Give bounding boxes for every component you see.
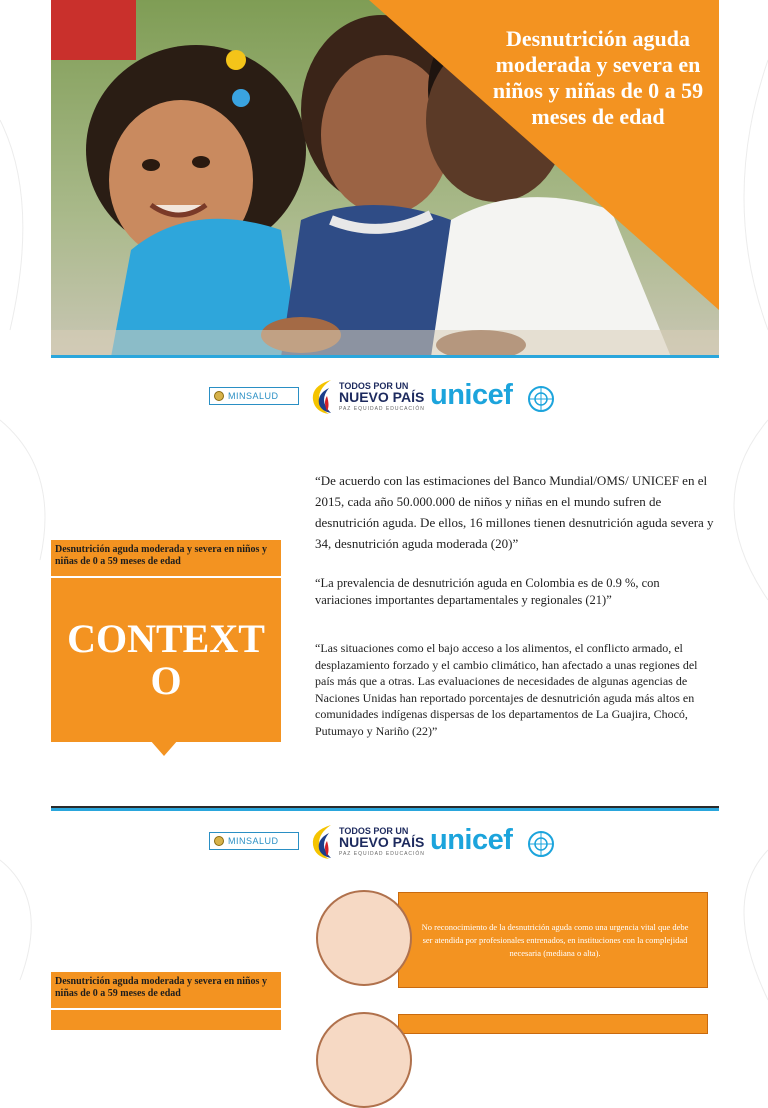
unicef-emblem-icon [527, 385, 555, 413]
section-box [51, 1010, 281, 1030]
quote-banco-mundial: “De acuerdo con las estimaciones del Banco Mundial/OMS/ UNICEF en el 2015, cada año 50.000.000 de niños y niñas en el mundo sufren de desnutrición aguda. De ellos, 16 millones tienen desnutrición aguda severa y 34, desnutrición aguda moderada (20)” [315, 473, 714, 551]
side-title: Desnutrición aguda moderada y severa en niños y niñas de 0 a 59 meses de edad [51, 540, 281, 576]
divider-bar [51, 355, 719, 358]
section-box-pointer [150, 740, 178, 756]
divider-bar [51, 808, 719, 811]
cover-slide [51, 0, 719, 357]
minsalud-logo: MINSALUD [209, 832, 299, 850]
todos-por-un-nuevo-pais-logo: TODOS POR UN NUEVO PAÍS PAZ EQUIDAD EDUCACIÓN [309, 820, 421, 864]
logos-row [205, 818, 565, 868]
bullet-circle [316, 1012, 412, 1108]
unicef-logo: unicef [430, 824, 513, 856]
side-title: Desnutrición aguda moderada y severa en niños y niñas de 0 a 59 meses de edad [51, 972, 281, 1008]
flag-swoosh-icon [309, 823, 337, 861]
seal-icon [214, 836, 224, 846]
todos-por-un-nuevo-pais-logo: TODOS POR UN NUEVO PAÍS PAZ EQUIDAD EDUCACIÓN [309, 375, 421, 419]
cover-title: Desnutrición aguda moderada y severa en niños y niñas de 0 a 59 meses de edad [492, 26, 704, 129]
cause-box [398, 892, 708, 988]
quote-prevalencia: “La prevalencia de desnutrición aguda en Colombia es de 0.9 %, con variaciones importantes departamentales y regionales (21)” [315, 576, 660, 607]
minsalud-logo: MINSALUD [209, 387, 299, 405]
cause-text: No reconocimiento de la desnutrición aguda como una urgencia vital que debe ser atendida por profesionales entrenados, en instituciones con la complejidad necesaria (mediana o alta). [421, 921, 689, 958]
logos-row [205, 373, 565, 423]
cause-box [398, 1014, 708, 1034]
section-box [51, 578, 281, 742]
section-title: CONTEXTO [67, 616, 265, 703]
seal-icon [214, 391, 224, 401]
unicef-emblem-icon [527, 830, 555, 858]
quote-situaciones: “Las situaciones como el bajo acceso a los alimentos, el conflicto armado, el desplazamiento forzado y el cambio climático, han afectado a unas regiones del país más que a otras. Las evaluaciones de necesidades de algunas agencias de Naciones Unidas han reportado porcentajes de desnutrición aguda más altos en comunidades indígenas dispersas de los departamentos de La Guajira, Chocó, Putumayo y Nariño (22)” [315, 641, 698, 738]
flag-swoosh-icon [309, 378, 337, 416]
unicef-logo: unicef [430, 379, 513, 411]
bullet-circle [316, 890, 412, 986]
